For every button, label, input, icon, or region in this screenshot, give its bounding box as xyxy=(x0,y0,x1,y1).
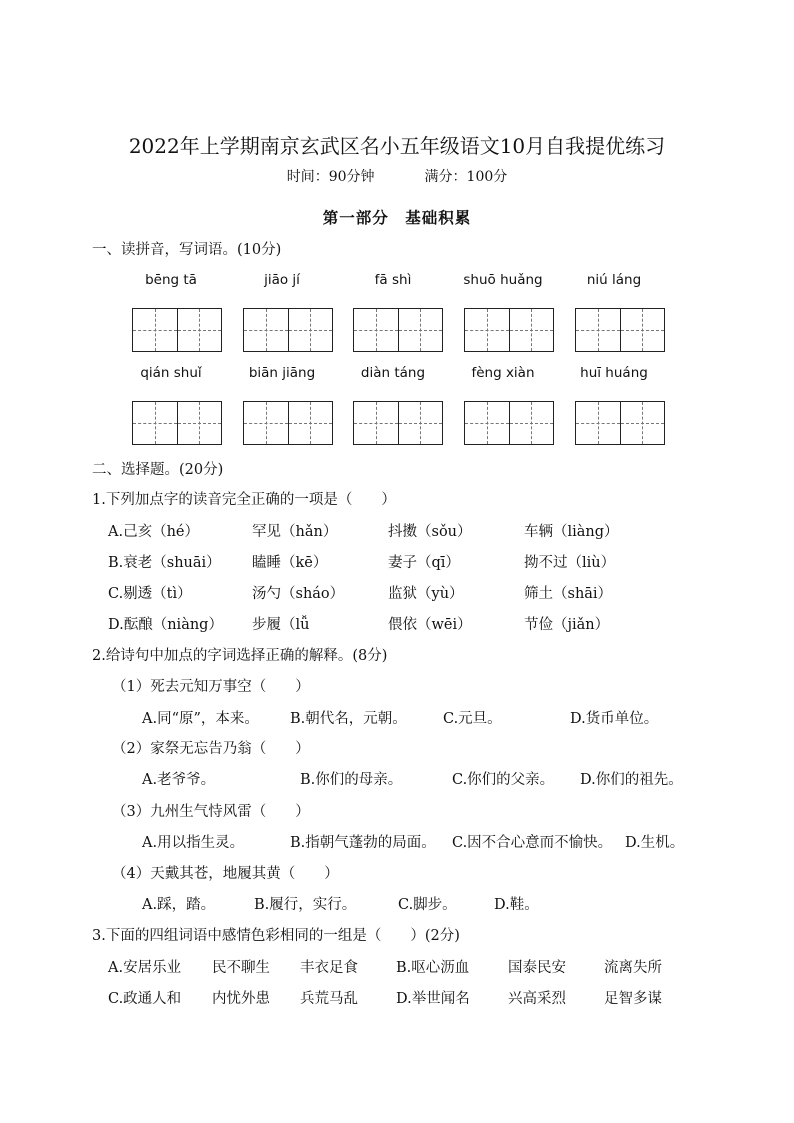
writing-grid[interactable] xyxy=(575,308,665,352)
page-title: 2022年上学期南京玄武区名小五年级语文10月自我提优练习 xyxy=(128,134,666,158)
time-label: 时间：90分钟 xyxy=(286,169,375,185)
exam-info xyxy=(0,166,794,186)
q1-option: 拗不过（liù） xyxy=(524,555,616,571)
q2-option: A.同“原”，本来。 xyxy=(142,711,259,727)
q2-option: B.朝代名，元朝。 xyxy=(290,711,407,727)
question-3-stem: 3.下面的四组词语中感情色彩相同的一组是（ ）(2分) xyxy=(92,928,460,944)
q2-option: A.踩，踏。 xyxy=(142,897,216,913)
pinyin-label: fèng xiàn xyxy=(471,365,535,381)
writing-grid[interactable] xyxy=(132,401,222,445)
q1-option: 监狱（yù） xyxy=(388,586,464,602)
writing-grid[interactable] xyxy=(132,308,222,352)
q3-option: 国泰民安 xyxy=(508,960,566,976)
writing-grid[interactable] xyxy=(575,401,665,445)
part-heading: 第一部分 基础积累 xyxy=(322,208,472,227)
pinyin-label: qián shuǐ xyxy=(140,365,202,381)
score-label: 满分：100分 xyxy=(424,169,508,185)
writing-grid[interactable] xyxy=(243,308,333,352)
writing-grid[interactable] xyxy=(243,401,333,445)
q2-option: C.元旦。 xyxy=(443,711,502,727)
pinyin-label: jiāo jí xyxy=(264,272,300,288)
question-2-stem: 2.给诗句中加点的字词选择正确的解释。(8分) xyxy=(92,648,388,664)
writing-grid[interactable] xyxy=(353,401,443,445)
q1-option: B.衰老（shuāi） xyxy=(108,555,221,571)
q2-option: B.履行，实行。 xyxy=(254,897,357,913)
q3-option: 民不聊生 xyxy=(212,960,270,976)
q3-option: 兴高采烈 xyxy=(508,991,566,1007)
q1-option: A.己亥（hé） xyxy=(108,524,199,540)
q1-option: 罕见（hǎn） xyxy=(252,524,338,540)
q2-option: A.用以指生灵。 xyxy=(142,835,245,851)
section2-heading: 二、选择题。(20分) xyxy=(92,462,224,478)
q3-option: B.呕心沥血 xyxy=(396,960,470,976)
q3-option: 丰衣足食 xyxy=(300,960,358,976)
q1-option: 汤勺（sháo） xyxy=(252,586,345,602)
q2-option: D.你们的祖先。 xyxy=(580,772,683,788)
q1-option: D.酝酿（niàng） xyxy=(108,617,223,633)
q2-option: D.货币单位。 xyxy=(570,711,659,727)
question-1-stem: 1.下列加点字的读音完全正确的一项是（ ） xyxy=(92,492,396,508)
q3-option: A.安居乐业 xyxy=(108,960,182,976)
writing-grid[interactable] xyxy=(464,401,554,445)
pinyin-label: biān jiāng xyxy=(248,365,316,381)
pinyin-label: shuō huǎng xyxy=(463,272,543,288)
q1-option: 车辆（liàng） xyxy=(524,524,619,540)
q2-option: B.你们的母亲。 xyxy=(300,772,403,788)
q1-option: 瞌睡（kē） xyxy=(252,555,328,571)
q1-option: 抖擞（sǒu） xyxy=(388,524,472,540)
pinyin-label: huī huáng xyxy=(580,365,648,381)
q2-option: B.指朝气蓬勃的局面。 xyxy=(290,835,436,851)
q1-option: 节俭（jiǎn） xyxy=(524,617,610,633)
q2-option: A.老爷爷。 xyxy=(142,772,216,788)
q2-sub-stem: （2）家祭无忘告乃翁（ ） xyxy=(112,741,310,757)
q3-option: D.举世闻名 xyxy=(396,991,470,1007)
q3-option: C.政通人和 xyxy=(108,991,182,1007)
q2-sub-stem: （1）死去元知万事空（ ） xyxy=(112,679,310,695)
writing-grid[interactable] xyxy=(353,308,443,352)
q1-option: 妻子（qī） xyxy=(388,555,460,571)
q1-option: 步履（lǚ xyxy=(252,617,310,633)
pinyin-label: diàn táng xyxy=(360,365,426,381)
pinyin-label: niú láng xyxy=(586,272,642,288)
q1-option: 偎依（wēi） xyxy=(388,617,472,633)
q2-option: D.生机。 xyxy=(625,835,685,851)
q2-option: C.因不合心意而不愉快。 xyxy=(452,835,613,851)
q2-option: C.你们的父亲。 xyxy=(452,772,555,788)
q3-option: 流离失所 xyxy=(604,960,662,976)
q3-option: 兵荒马乱 xyxy=(300,991,358,1007)
q1-option: 筛土（shāi） xyxy=(524,586,613,602)
section1-heading: 一、读拼音，写词语。(10分) xyxy=(92,242,282,258)
q1-option: C.剔透（tì） xyxy=(108,586,192,602)
q3-option: 内忧外患 xyxy=(212,991,270,1007)
q2-option: D.鞋。 xyxy=(494,897,539,913)
q2-sub-stem: （4）天戴其苍，地履其黄（ ） xyxy=(112,866,339,882)
q3-option: 足智多谋 xyxy=(604,991,662,1007)
pinyin-label: fā shì xyxy=(374,272,412,288)
q2-sub-stem: （3）九州生气恃风雷（ ） xyxy=(112,804,310,820)
pinyin-label: bēng tā xyxy=(145,272,197,288)
writing-grid[interactable] xyxy=(464,308,554,352)
q2-option: C.脚步。 xyxy=(398,897,457,913)
